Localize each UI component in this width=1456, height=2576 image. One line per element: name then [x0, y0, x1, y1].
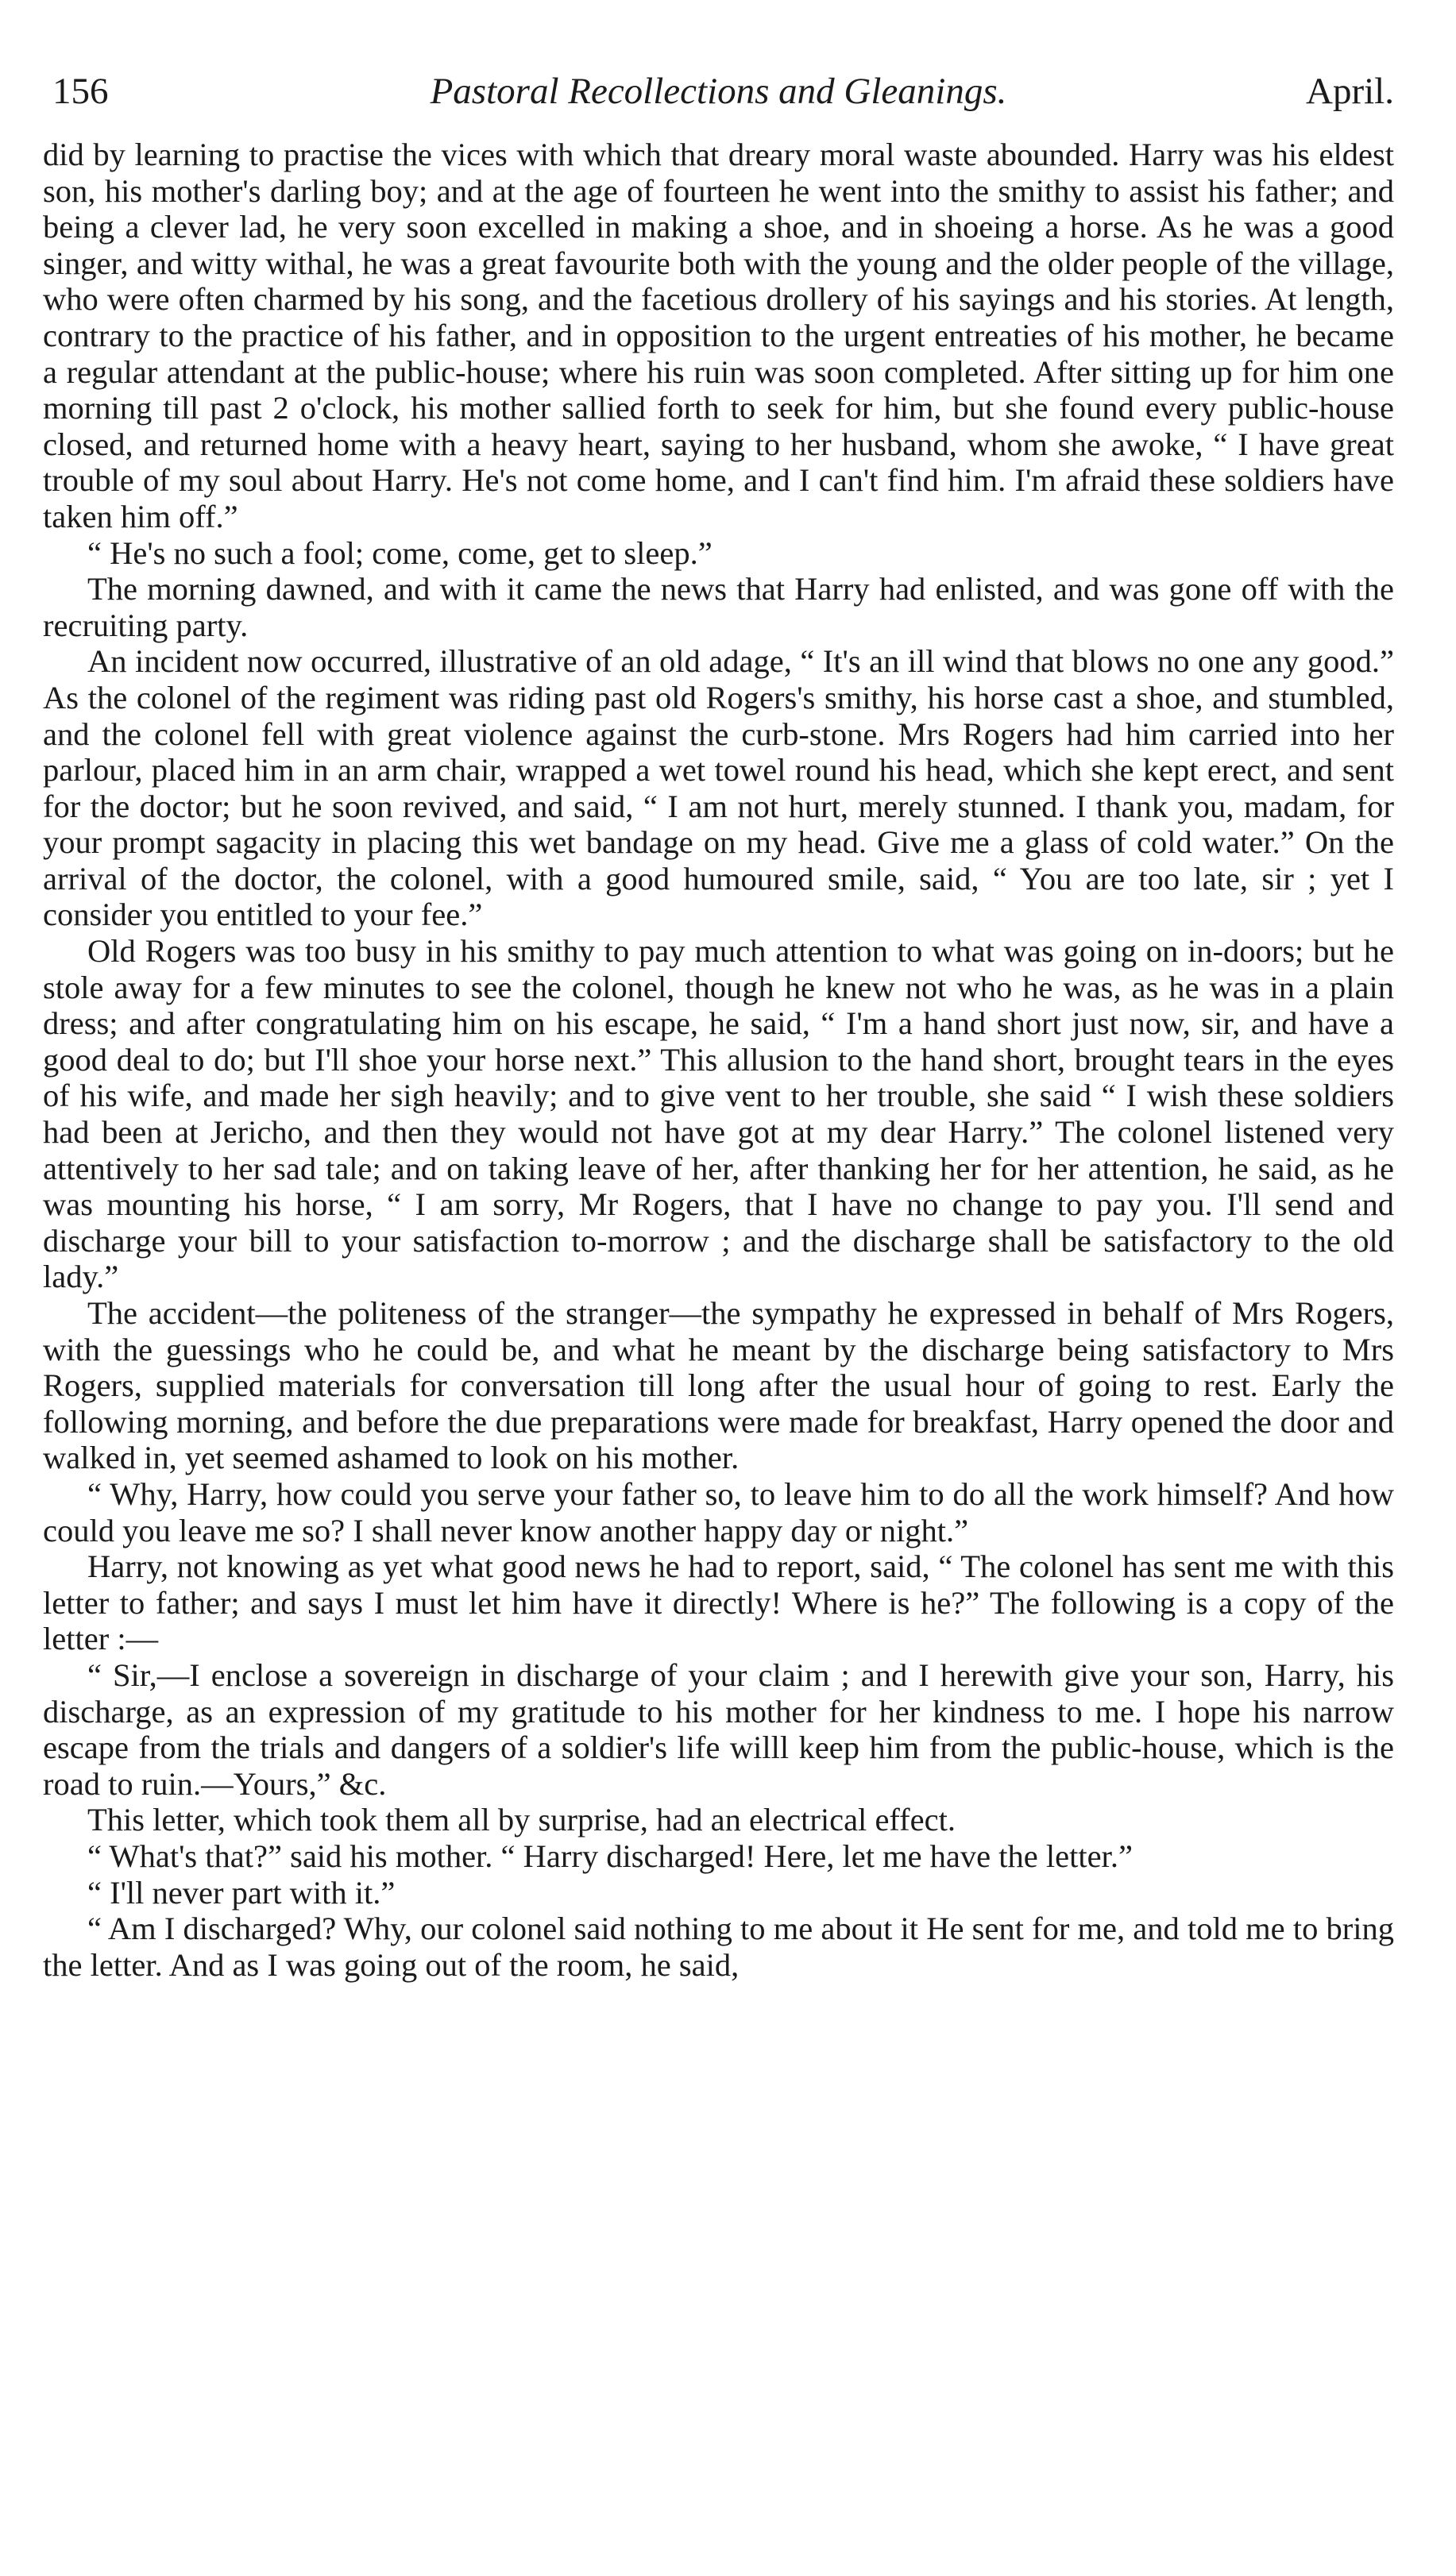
- page-number: 156: [52, 71, 109, 112]
- paragraph: “ Am I discharged? Why, our colonel said nothing to me about it He sent for me, and told me to bring the letter. And as I was going out of the room, he said,: [43, 1911, 1394, 1983]
- paragraph: The morning dawned, and with it came the news that Harry had enlisted, and was gone off with the recruiting party.: [43, 571, 1394, 643]
- paragraph: did by learning to practise the vices with which that dreary moral waste abounded. Harry was his eldest son, his mother's darling boy; and at the age of fourteen he went into the smithy to assist his father; and being a clever lad, he very soon excelled in making a shoe, and in shoeing a horse. As he was a good singer, and witty withal, he was a great favourite both with the young and the older people of the village, who were often charmed by his song, and the facetious drollery of his sayings and his stories. At length, contrary to the practice of his father, and in opposition to the urgent entreaties of his mother, he became a regular attendant at the public-house; where his ruin was soon completed. After sitting up for him one morning till past 2 o'clock, his mother sallied forth to seek for him, but she found every public-house closed, and returned home with a heavy heart, saying to her husband, whom she awoke, “ I have great trouble of my soul about Harry. He's not come home, and I can't find him. I'm afraid these soldiers have taken him off.”: [43, 137, 1394, 534]
- paragraph: The accident—the politeness of the stranger—the sympathy he expressed in behalf of Mrs Rogers, with the guessings who he could be, and what he meant by the discharge being satisfactory to Mrs Rogers, supplied materials for conversation till long after the usual hour of going to rest. Early the following morning, and before the due preparations were made for breakfast, Harry opened the door and walked in, yet seemed ashamed to look on his mother.: [43, 1295, 1394, 1476]
- paragraph: Old Rogers was too busy in his smithy to pay much attention to what was going on in-doors; but he stole away for a few minutes to see the colonel, though he knew not who he was, as he was in a plain dress; and after congratulating him on his escape, he said, “ I'm a hand short just now, sir, and have a good deal to do; but I'll shoe your horse next.” This allusion to the hand short, brought tears in the eyes of his wife, and made her sigh heavily; and to give vent to her trouble, she said “ I wish these soldiers had been at Jericho, and then they would not have got at my dear Harry.” The colonel listened very attentively to her sad tale; and on taking leave of her, after thanking her for her attention, he said, as he was mounting his horse, “ I am sorry, Mr Rogers, that I have no change to pay you. I'll send and discharge your bill to your satisfaction to-morrow ; and the discharge shall be satisfactory to the old lady.”: [43, 933, 1394, 1295]
- page-header: [43, 70, 1394, 125]
- month-label: April.: [1306, 71, 1394, 112]
- paragraph: “ Sir,—I enclose a sovereign in discharge of your claim ; and I herewith give your son, Harry, his discharge, as an expression of my gratitude to his mother for her kindness to me. I hope his narrow escape from the trials and dangers of a soldier's life willl keep him from the public-house, which is the road to ruin.—Yours,” &c.: [43, 1656, 1394, 1802]
- paragraph: “ Why, Harry, how could you serve your father so, to leave him to do all the work himself? And how could you leave me so? I shall never know another happy day or night.”: [43, 1475, 1394, 1548]
- paragraph: “ What's that?” said his mother. “ Harry discharged! Here, let me have the letter.”: [87, 1838, 1133, 1874]
- paragraph: “ I'll never part with it.”: [87, 1874, 396, 1911]
- paragraph: Harry, not knowing as yet what good news he had to report, said, “ The colonel has sent me with this letter to father; and says I must let him have it directly! Where is he?” The following is a copy of the letter :—: [43, 1548, 1394, 1657]
- paragraph: This letter, which took them all by surprise, had an electrical effect.: [87, 1802, 956, 1838]
- article-body: [43, 137, 1394, 1983]
- paragraph: “ He's no such a fool; come, come, get to sleep.”: [87, 534, 713, 571]
- paragraph: An incident now occurred, illustrative of an old adage, “ It's an ill wind that blows no one any good.” As the colonel of the regiment was riding past old Rogers's smithy, his horse cast a shoe, and stumbled, and the colonel fell with great violence against the curb-stone. Mrs Rogers had him carried into her parlour, placed him in an arm chair, wrapped a wet towel round his head, which she kept erect, and sent for the doctor; but he soon revived, and said, “ I am not hurt, merely stunned. I thank you, madam, for your prompt sagacity in placing this wet bandage on my head. Give me a glass of cold water.” On the arrival of the doctor, the colonel, with a good humoured smile, said, “ You are too late, sir ; yet I consider you entitled to your fee.”: [43, 643, 1394, 933]
- running-title: Pastoral Recollections and Gleanings.: [430, 71, 1007, 112]
